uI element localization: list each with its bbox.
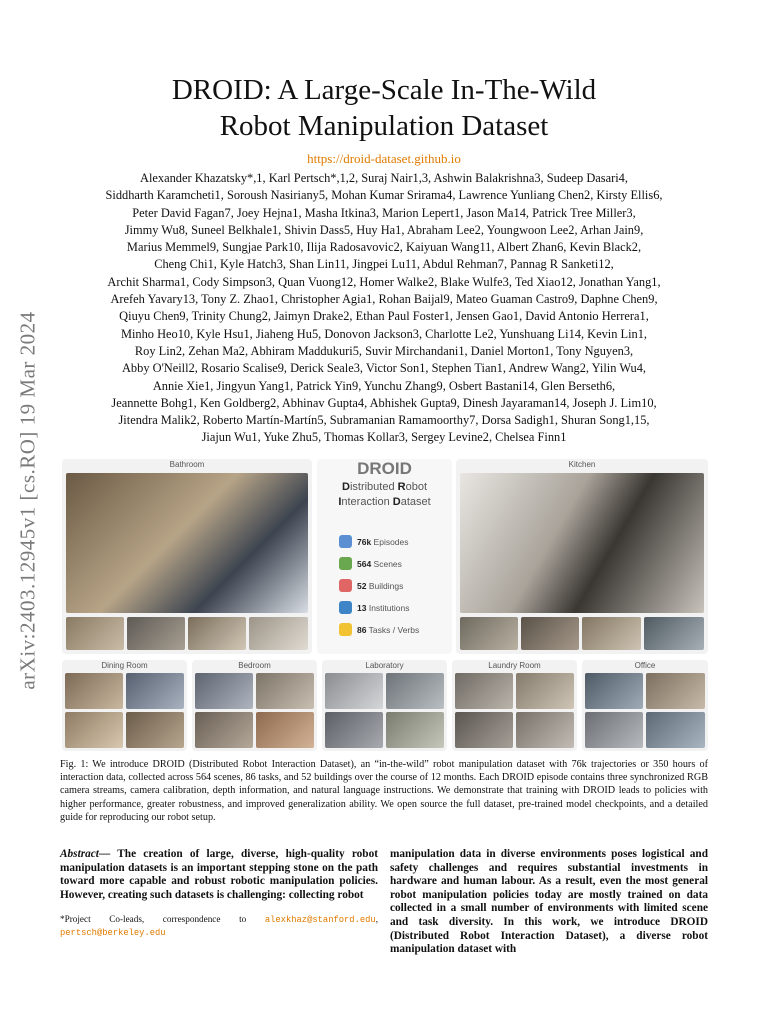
building-icon xyxy=(339,601,352,614)
droid-card-subtitle: Distributed Robot Interaction Dataset xyxy=(338,481,431,508)
kitchen-thumb xyxy=(582,617,641,650)
laundry-thumb xyxy=(455,712,513,748)
kitchen-label: Kitchen xyxy=(568,460,596,469)
author-line: Jiajun Wu1, Yuke Zhu5, Thomas Kollar3, Sergey Levine2, Chelsea Finn1 xyxy=(201,430,567,445)
laundry-thumb xyxy=(516,712,574,748)
stat-tasks: 86 Tasks / Verbs xyxy=(339,623,419,636)
author-line: Archit Sharma1, Cody Simpson3, Quan Vuong12, Homer Walke2, Blake Wulfe3, Ted Xiao12, Jonathan Yang1, xyxy=(107,274,661,289)
dining-thumb xyxy=(65,712,123,748)
robot-icon xyxy=(339,535,352,548)
kitchen-thumb xyxy=(521,617,579,650)
dining-thumb xyxy=(126,673,184,709)
stat-institutions: 13 Institutions xyxy=(339,601,409,614)
author-line: Siddharth Karamcheti1, Soroush Nasiriany5, Mohan Kumar Srirama4, Lawrence Yunliang Chen2, Kirsty Ellis6, xyxy=(105,188,663,203)
email-link[interactable]: pertsch@berkeley.edu xyxy=(60,928,166,938)
arm-icon xyxy=(339,623,352,636)
laboratory-thumb xyxy=(325,673,383,709)
arxiv-stamp-text: arXiv:2403.12945v1 [cs.RO] 19 Mar 2024 xyxy=(15,310,40,690)
droid-card-title: DROID xyxy=(357,459,412,478)
bedroom-panel xyxy=(192,660,317,751)
dining-thumb xyxy=(126,712,184,748)
laundry-room-label: Laundry Room xyxy=(488,661,541,670)
laboratory-panel xyxy=(322,660,447,751)
bathroom-thumb xyxy=(249,617,308,650)
author-line: Qiuyu Chen9, Trinity Chung2, Jaimyn Drake2, Ethan Paul Foster1, Jensen Gao1, David Antonio Herrera1, xyxy=(119,309,649,324)
author-line: Jeannette Bohg1, Ken Goldberg2, Abhinav Gupta4, Abhishek Gupta9, Dinesh Jayaraman14, Joseph J. Lim10, xyxy=(111,395,657,410)
author-line: Alexander Khazatsky*,1, Karl Pertsch*,1,2, Suraj Nair1,3, Ashwin Balakrishna3, Sudeep Dasari4, xyxy=(140,171,628,185)
author-line: Minho Heo10, Kyle Hsu1, Jiaheng Hu5, Donovon Jackson3, Charlotte Le2, Yunshuang Li14, Kevin Lin1, xyxy=(120,326,648,341)
house-icon xyxy=(339,579,352,592)
bedroom-label: Bedroom xyxy=(238,661,271,670)
dining-room-panel xyxy=(62,660,187,751)
title-line-2: Robot Manipulation Dataset xyxy=(219,110,549,142)
bedroom-thumb xyxy=(195,673,253,709)
office-thumb xyxy=(646,712,705,748)
abstract-text-left: — The creation of large, diverse, high-quality robot manipulation datasets is an important stepping stone on the path toward more capable and robust robotic manipulation policies. However, creating such datasets is challenging: collecting robot xyxy=(60,848,378,901)
kitchen-thumb xyxy=(644,617,704,650)
laboratory-thumb xyxy=(325,712,383,748)
office-thumb xyxy=(646,673,705,709)
kitchen-panel xyxy=(456,459,708,654)
bathroom-photo xyxy=(66,473,308,613)
office-label: Office xyxy=(634,661,656,670)
author-line: Peter David Fagan7, Joey Hejna1, Masha Itkina3, Marion Lepert1, Jason Ma14, Patrick Tree Miller3, xyxy=(132,205,636,220)
author-line: Abby O'Neill2, Rosario Scalise9, Derick Seale3, Victor Son1, Stephen Tian1, Andrew Wang2, Yilin Wu4, xyxy=(121,361,647,376)
author-line: Cheng Chi1, Kyle Hatch3, Shan Lin11, Jingpei Lu11, Abdul Rehman7, Pannag R Sanketi12, xyxy=(154,257,614,272)
project-url-link[interactable]: https://droid-dataset.github.io xyxy=(307,151,461,166)
bedroom-thumb xyxy=(256,712,314,748)
bedroom-thumb xyxy=(256,673,314,709)
laundry-room-panel xyxy=(452,660,577,751)
stat-episodes: 76k Episodes xyxy=(339,535,409,548)
office-thumb xyxy=(585,673,643,709)
bathroom-thumb xyxy=(188,617,246,650)
author-line: Annie Xie1, Jingyun Yang1, Patrick Yin9, Yunchu Zhang9, Osbert Bastani14, Glen Berseth6, xyxy=(152,378,616,393)
stat-buildings: 52 Buildings xyxy=(339,579,403,592)
author-line: Jimmy Wu8, Suneel Belkhale1, Shivin Dass5, Huy Ha1, Abraham Lee2, Youngwoon Lee2, Arhan Jain9, xyxy=(124,222,644,237)
stat-scenes: 564 Scenes xyxy=(339,557,402,570)
droid-summary-card xyxy=(317,459,452,654)
kitchen-photo xyxy=(460,473,704,613)
author-line: Arefeh Yavary13, Tony Z. Zhao1, Christopher Agia1, Rohan Baijal9, Mateo Guaman Castro9, Daphne Chen9, xyxy=(110,292,658,307)
laundry-thumb xyxy=(516,673,574,709)
laboratory-label: Laboratory xyxy=(365,661,404,670)
figure-1 xyxy=(62,459,708,751)
email-link[interactable]: alexkhaz@stanford.edu xyxy=(264,915,376,925)
laundry-thumb xyxy=(455,673,513,709)
dining-thumb xyxy=(65,673,123,709)
image-icon xyxy=(339,557,352,570)
figure-caption: Fig. 1: We introduce DROID (Distributed Robot Interaction Dataset), an “in-the-wild” robot manipulation dataset with 76k trajectories or 350 hours of interaction data, collected across 564 scenes, 86 tasks, and 52 buildings over the course of 12 months. Each DROID episode contains three synchronized RGB camera streams, camera calibration, depth information, and natural language instructions. We demonstrate that training with DROID leads to policies with higher performance, greater robustness, and improved generalization ability. We open source the full dataset, pre-trained model checkpoints, and a detailed guide for reproducing our robot setup. xyxy=(60,759,708,823)
title-line-1: DROID: A Large-Scale In-The-Wild xyxy=(171,74,597,106)
author-line: Roy Lin2, Zehan Ma2, Abhiram Maddukuri5, Suvir Mirchandani1, Daniel Morton1, Tony Nguyen3, xyxy=(134,343,634,358)
abstract-left-column xyxy=(60,848,378,902)
bedroom-thumb xyxy=(195,712,253,748)
dining-room-label: Dining Room xyxy=(101,661,148,670)
bathroom-thumb xyxy=(127,617,185,650)
bathroom-thumb xyxy=(66,617,124,650)
office-thumb xyxy=(585,712,643,748)
paper-title xyxy=(60,72,708,144)
arxiv-stamp xyxy=(8,270,48,730)
bathroom-panel xyxy=(62,459,312,654)
bathroom-label: Bathroom xyxy=(169,460,205,469)
laboratory-thumb xyxy=(386,712,444,748)
author-line: Marius Memmel9, Sungjae Park10, Ilija Radosavovic2, Kaiyuan Wang11, Albert Zhan6, Kevin Black2, xyxy=(126,240,642,255)
kitchen-thumb xyxy=(460,617,518,650)
laboratory-thumb xyxy=(386,673,444,709)
abstract-right-column: manipulation data in diverse environments poses logistical and safety challenges and requires substantial investments in hardware and human labour. As a result, even the most general robot manipulation policies today are mostly trained on data collected in a small number of environments with limited scene and task diversity. In this work, we introduce DROID (Distributed Robot Interaction Dataset), a diverse robot manipulation dataset with xyxy=(390,848,708,956)
author-line: Jitendra Malik2, Roberto Martín-Martín5, Subramanian Ramamoorthy7, Dorsa Sadigh1, Shuran Song1,15, xyxy=(118,413,650,428)
author-list xyxy=(60,170,708,447)
footnote: *Project Co-leads, correspondence to alexkhaz@stanford.edu, pertsch@berkeley.edu xyxy=(60,914,378,938)
footnote-text: *Project Co-leads, correspondence to xyxy=(60,914,265,924)
office-panel xyxy=(582,660,708,751)
abstract-label: Abstract xyxy=(60,848,99,860)
